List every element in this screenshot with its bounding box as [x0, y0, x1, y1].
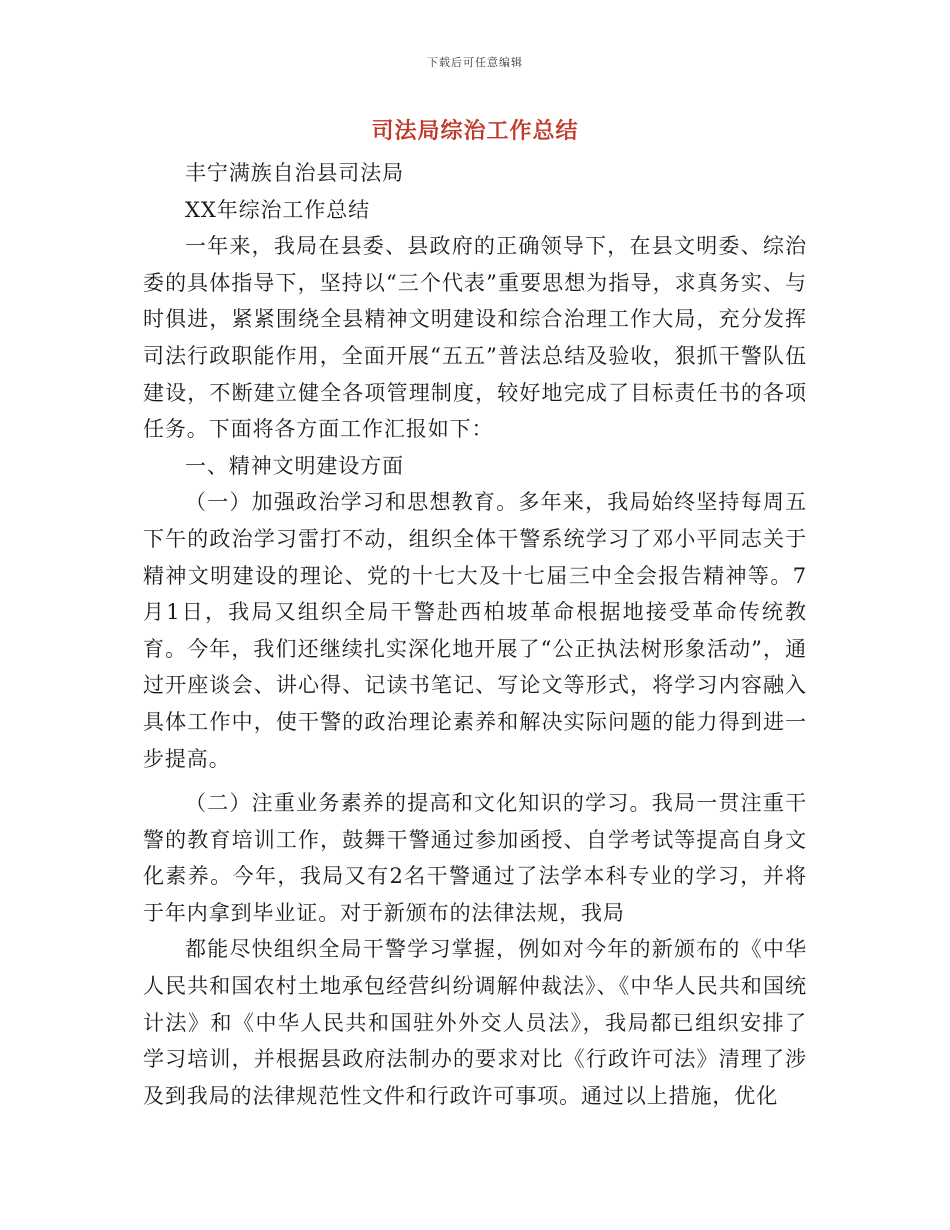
- paragraph-subtitle: XX年综治工作总结: [185, 197, 370, 222]
- paragraph-law-training: 都能尽快组织全局干警学习掌握，例如对今年的新颁布的《中华人民共和国农村土地承包经营纠纷调解仲裁法》、《中华人民共和国统计法》和《中华人民共和国驻外外交人员法》，我局都已组织安排了学习培训，并根据县政府法制办的要求对比《行政许可法》清理了涉及到我局的法律规范性文件和行政许可事项。通过以上措施，优化: [143, 937, 807, 1108]
- document-body: [143, 155, 807, 1114]
- paragraph-author: 丰宁满族自治县司法局: [185, 161, 404, 185]
- paragraph-professional-study: （二）注重业务素养的提高和文化知识的学习。我局一贯注重干警的教育培训工作，鼓舞干警通过参加函授、自学考试等提高自身文化素养。今年，我局又有2名干警通过了法学本科专业的学习，并将于年内拿到毕业证。对于新颁布的法律法规，我局: [143, 791, 807, 925]
- paragraph-political-study: （一）加强政治学习和思想教育。多年来，我局始终坚持每周五下午的政治学习雷打不动，组织全体干警系统学习了邓小平同志关于精神文明建设的理论、党的十七大及十七届三中全会报告精神等。7月1日，我局又组织全局干警赴西柏坡革命根据地接受革命传统教育。今年，我们还继续扎实深化地开展了“公正执法树形象活动”，通过开座谈会、讲心得、记读书笔记、写论文等形式，将学习内容融入具体工作中，使干警的政治理论素养和解决实际问题的能力得到进一步提高。: [143, 490, 807, 771]
- section-heading: 一、精神文明建设方面: [185, 453, 404, 478]
- document-title: 司法局综治工作总结: [371, 118, 579, 144]
- paragraph-intro: 一年来，我局在县委、县政府的正确领导下，在县文明委、综治委的具体指导下，坚持以“三个代表”重要思想为指导，求真务实、与时俱进，紧紧围绕全县精神文明建设和综合治理工作大局，充分发挥司法行政职能作用，全面开展“五五”普法总结及验收，狠抓干警队伍建设，不断建立健全各项管理制度，较好地完成了目标责任书的各项任务。下面将各方面工作汇报如下：: [143, 234, 807, 442]
- header-note: 下载后可任意编辑: [427, 56, 523, 69]
